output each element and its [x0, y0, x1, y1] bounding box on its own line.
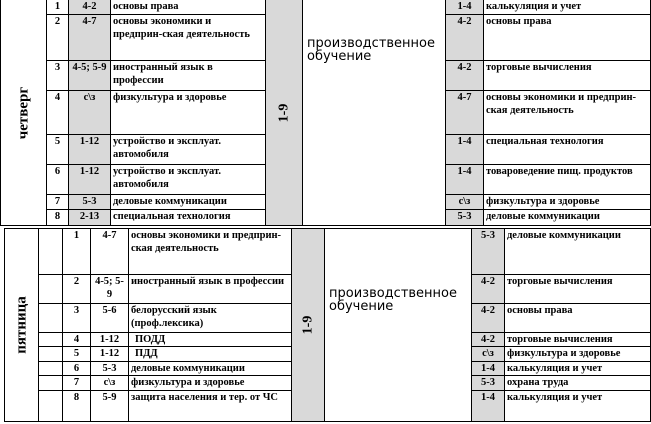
room-range: 5-3	[69, 195, 111, 210]
subject: специальная технология	[111, 210, 266, 226]
room-range: 1-4	[446, 165, 484, 195]
empty-cell	[39, 275, 63, 304]
lesson-number: 1	[63, 229, 91, 275]
lesson-number: 1	[47, 0, 69, 15]
lesson-number: 4	[63, 333, 91, 347]
subject: основы права	[505, 304, 651, 333]
lesson-number: 8	[63, 391, 91, 422]
room-range: 5-3	[91, 362, 129, 376]
table-row	[1, 0, 651, 15]
empty-cell	[39, 376, 63, 391]
empty-cell	[39, 391, 63, 422]
subject: деловые коммуникации	[505, 229, 651, 275]
group-range-cell	[266, 0, 303, 226]
room-range: с\з	[472, 347, 505, 362]
subject: основы права	[111, 0, 266, 15]
room-range: 5-3	[446, 210, 484, 226]
subject: защита населения и тер. от ЧС	[129, 391, 292, 422]
production-text: производственное обучение	[307, 36, 436, 64]
subject: деловые коммуникации	[129, 362, 292, 376]
subject: торговые вычисления	[505, 333, 651, 347]
subject: товароведение пищ. продуктов	[484, 165, 651, 195]
room-range: 1-12	[91, 347, 129, 362]
lesson-number: 8	[47, 210, 69, 226]
subject: физкультура и здоровье	[111, 91, 266, 135]
room-range: 4-2	[69, 0, 111, 15]
subject: физкультура и здоровье	[484, 195, 651, 210]
lesson-number: 5	[47, 135, 69, 165]
subject: иностранный язык в профессии	[111, 61, 266, 91]
subject: калькуляция и учет	[505, 391, 651, 422]
room-range: 1-4	[472, 362, 505, 376]
room-range: 5-3	[472, 229, 505, 275]
subject: торговые вычисления	[484, 61, 651, 91]
room-range: 2-13	[69, 210, 111, 226]
room-range: 4-7	[69, 15, 111, 61]
empty-cell	[39, 362, 63, 376]
room-range: 4-2	[472, 275, 505, 304]
subject: ПДД	[129, 347, 292, 362]
room-range: 1-12	[69, 165, 111, 195]
subject: деловые коммуникации	[111, 195, 266, 210]
subject: ПОДД	[129, 333, 292, 347]
room-range: с\з	[69, 91, 111, 135]
subject: охрана труда	[505, 376, 651, 391]
lesson-number: 7	[47, 195, 69, 210]
lesson-number: 6	[63, 362, 91, 376]
subject: основы экономики и предприн-ская деятельность	[129, 229, 292, 275]
subject: физкультура и здоровье	[129, 376, 292, 391]
thursday-day-cell	[1, 0, 47, 226]
group-range-cell	[292, 229, 325, 422]
production-cell	[303, 0, 446, 226]
room-range: 4-2	[446, 15, 484, 61]
room-range: с\з	[91, 376, 129, 391]
friday-table	[4, 228, 651, 422]
friday-day-cell	[5, 229, 39, 422]
subject: основы экономики и предприн-ская деятельность	[111, 15, 266, 61]
lesson-number: 3	[63, 304, 91, 333]
room-range: 5-9	[91, 391, 129, 422]
room-range: 4-5; 5-9	[69, 61, 111, 91]
room-range: 1-4	[446, 135, 484, 165]
room-range: 4-2	[446, 61, 484, 91]
empty-cell	[39, 333, 63, 347]
subject: торговые вычисления	[505, 275, 651, 304]
lesson-number: 2	[63, 275, 91, 304]
room-range: 1-4	[446, 0, 484, 15]
subject: физкультура и здоровье	[505, 347, 651, 362]
subject: деловые коммуникации	[484, 210, 651, 226]
lesson-number: 5	[63, 347, 91, 362]
empty-cell	[39, 229, 63, 275]
room-range: с\з	[446, 195, 484, 210]
subject: специальная технология	[484, 135, 651, 165]
lesson-number: 7	[63, 376, 91, 391]
lesson-number: 6	[47, 165, 69, 195]
group-range: 1-9	[276, 103, 292, 122]
subject: устройство и эксплуат. автомобиля	[111, 135, 266, 165]
subject: иностранный язык в профессии	[129, 275, 292, 304]
subject: калькуляция и учет	[505, 362, 651, 376]
room-range: 4-2	[472, 304, 505, 333]
subject: основы экономики и предприн-ская деятельность	[484, 91, 651, 135]
room-range: 1-12	[91, 333, 129, 347]
empty-cell	[39, 347, 63, 362]
subject: основы права	[484, 15, 651, 61]
production-text: производственное обучение	[329, 286, 458, 314]
subject: калькуляция и учет	[484, 0, 651, 15]
production-cell	[325, 229, 472, 422]
room-range: 4-7	[446, 91, 484, 135]
table-row	[5, 229, 651, 275]
subject: белорусский язык (проф.лексика)	[129, 304, 292, 333]
room-range: 5-6	[91, 304, 129, 333]
room-range: 5-3	[472, 376, 505, 391]
day-label: четверг	[15, 86, 31, 139]
room-range: 4-5; 5-9	[91, 275, 129, 304]
room-range: 4-2	[472, 333, 505, 347]
lesson-number: 3	[47, 61, 69, 91]
subject: устройство и эксплуат. автомобиля	[111, 165, 266, 195]
day-label: пятница	[13, 296, 29, 354]
room-range: 4-7	[91, 229, 129, 275]
lesson-number: 4	[47, 91, 69, 135]
empty-cell	[39, 304, 63, 333]
room-range: 1-4	[472, 391, 505, 422]
group-range: 1-9	[300, 315, 316, 335]
room-range: 1-12	[69, 135, 111, 165]
lesson-number: 2	[47, 15, 69, 61]
